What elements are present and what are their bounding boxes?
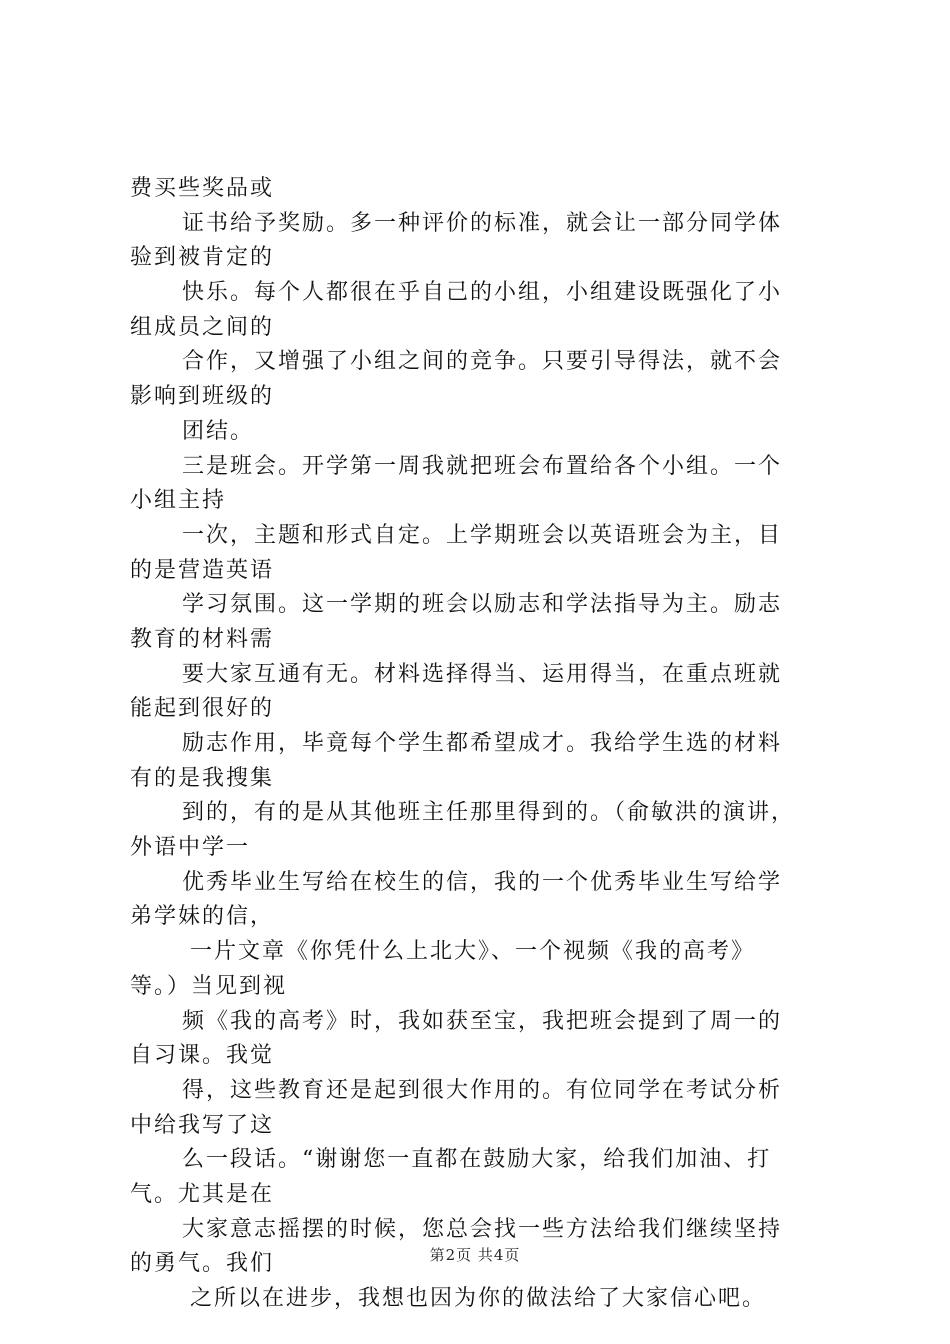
text-line: 频《我的高考》时，我如获至宝，我把班会提到了周一的 <box>182 1008 783 1034</box>
text-line: 之所以在进步，我想也因为你的做法给了大家信心吧。 <box>190 1286 767 1311</box>
text-line: 一次，主题和形式自定。上学期班会以英语班会为主，目 <box>182 522 783 548</box>
text-line: 的勇气。我们 <box>130 1251 275 1277</box>
text-line: 得，这些教育还是起到很大作用的。有位同学在考试分析 <box>182 1077 783 1103</box>
text-line: 一片文章《你凭什么上北大》、一个视频《我的高考》 <box>190 939 756 965</box>
text-line: 三是班会。开学第一周我就把班会布置给各个小组。一个 <box>182 453 783 479</box>
text-line: 等。）当见到视 <box>130 973 288 999</box>
text-line: 自习课。我觉 <box>130 1043 275 1069</box>
body-text <box>130 172 830 1317</box>
text-line: 到的，有的是从其他班主任那里得到的。（俞敏洪的演讲， <box>182 800 796 826</box>
text-line: 小组主持 <box>130 488 227 514</box>
text-line: 气。尤其是在 <box>130 1181 275 1207</box>
text-line: 团结。 <box>182 418 255 444</box>
text-line: 的是营造英语 <box>130 557 275 583</box>
text-line: 组成员之间的 <box>130 314 275 340</box>
text-line: 费买些奖品或 <box>130 176 275 201</box>
page-number-footer: 第2页 共4页 <box>429 1246 521 1264</box>
text-line: 教育的材料需 <box>130 626 275 652</box>
text-line: 学习氛围。这一学期的班会以励志和学法指导为主。励志 <box>182 592 783 618</box>
text-line: 励志作用，毕竟每个学生都希望成才。我给学生选的材料 <box>182 731 783 756</box>
text-line: 么一段话。“谢谢您一直都在鼓励大家，给我们加油、打 <box>182 1147 772 1173</box>
text-line: 中给我写了这 <box>130 1112 275 1138</box>
text-line: 要大家互通有无。材料选择得当、运用得当，在重点班就 <box>182 661 783 687</box>
text-line: 外语中学一 <box>130 835 251 861</box>
text-line: 证书给予奖励。多一种评价的标准，就会让一部分同学体 <box>182 210 783 236</box>
text-line: 弟学妹的信， <box>130 904 275 930</box>
text-line: 影响到班级的 <box>130 384 275 410</box>
text-line: 大家意志摇摆的时候，您总会找一些方法给我们继续坚持 <box>182 1216 783 1242</box>
text-line: 能起到很好的 <box>130 696 275 722</box>
text-line: 合作，又增强了小组之间的竞争。只要引导得法，就不会 <box>182 349 783 375</box>
text-line: 快乐。每个人都很在乎自己的小组，小组建设既强化了小 <box>182 280 783 306</box>
text-line: 优秀毕业生写给在校生的信，我的一个优秀毕业生写给学 <box>182 869 783 895</box>
text-line: 验到被肯定的 <box>130 245 275 271</box>
text-line: 有的是我搜集 <box>130 765 275 791</box>
